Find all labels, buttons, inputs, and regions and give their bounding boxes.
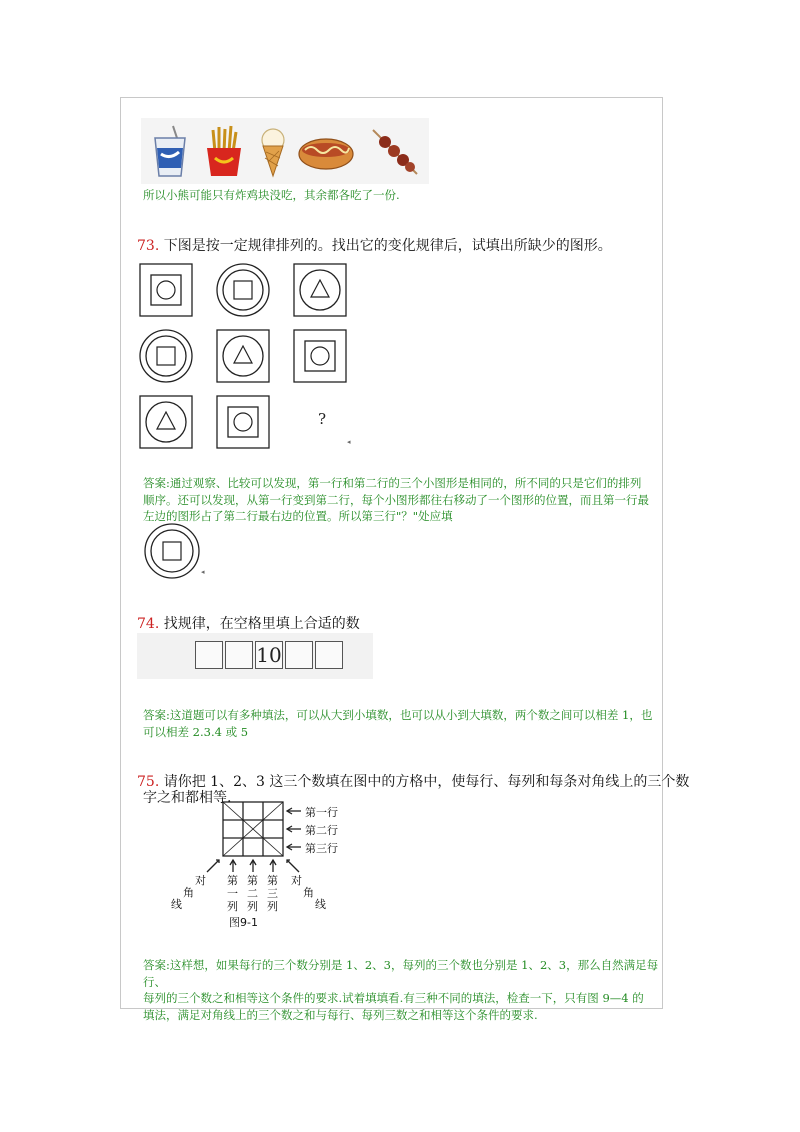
q73-answer xyxy=(143,475,663,525)
col-label-1: 第一列 xyxy=(227,874,238,913)
sequence-cell-empty xyxy=(225,641,253,669)
fries-icon xyxy=(201,124,245,180)
food-image-strip xyxy=(141,118,429,184)
q75-number: 75. xyxy=(137,774,160,790)
q75-answer-line: 每列的三个数之和相等这个条件的要求.试着填填看.有三种不同的填法，检查一下，只有图 9—4 的 xyxy=(143,991,644,1005)
paragraph-mark: ◂ xyxy=(347,438,351,446)
figure-square-circle-triangle xyxy=(138,394,194,450)
figure-circles-square xyxy=(215,262,271,318)
answer-figure-circles-square xyxy=(143,522,201,580)
q73-number: 73. xyxy=(137,238,160,254)
intro-conclusion: 所以小熊可能只有炸鸡块没吃，其余都各吃了一份. xyxy=(143,188,400,202)
sequence-cell-empty xyxy=(315,641,343,669)
row-label-1: 第一行 xyxy=(305,806,338,819)
sequence-cell-given: 10 xyxy=(256,643,282,667)
figure-circles-square xyxy=(138,328,194,384)
q74-answer-line: 可以相差 2.3.4 或 5 xyxy=(143,724,249,739)
q73-question: 下图是按一定规律排列的。找出它的变化规律后，试填出所缺少的图形。 xyxy=(163,238,612,254)
figure-square-square-circle xyxy=(138,262,194,318)
diag-label-right xyxy=(291,874,325,918)
q74-question-line xyxy=(137,613,360,633)
q73-question-line xyxy=(137,235,612,255)
figure-caption: 图9-1 xyxy=(229,916,258,929)
row-label-2: 第二行 xyxy=(305,824,338,837)
col-label-2: 第二列 xyxy=(247,874,258,913)
diag-right-char: 对 xyxy=(291,874,302,887)
diag-left-char: 线 xyxy=(171,898,182,911)
q75-answer-line: 填法，满足对角线上的三个数之和与每行、每列三数之和相等这个条件的要求. xyxy=(143,1007,538,1022)
q74-number: 74. xyxy=(137,616,160,632)
q74-answer xyxy=(143,707,663,740)
q74-answer-line: 答案:这道题可以有多种填法，可以从大到小填数，也可以从小到大填数，两个数之间可以相差 1，也 xyxy=(143,708,653,722)
q75-question-line2: 字之和都相等. xyxy=(143,790,232,806)
figure-square-square-circle xyxy=(292,328,348,384)
q74-question: 找规律，在空格里填上合适的数 xyxy=(163,616,360,632)
paragraph-mark: ◂ xyxy=(201,568,205,576)
diag-right-char: 线 xyxy=(315,898,326,911)
q73-answer-line: 答案:通过观察、比较可以发现，第一行和第二行的三个小图形是相同的，所不同的只是它们的排列 xyxy=(143,476,642,490)
missing-figure-mark: ? xyxy=(318,410,327,428)
sequence-cell-empty xyxy=(285,641,313,669)
cola-icon xyxy=(147,124,191,180)
q73-answer-line: 左边的图形占了第二行最右边的位置。所以第三行"？"处应填 xyxy=(143,509,453,523)
diag-right-char: 角 xyxy=(303,886,314,899)
sequence-cell-empty xyxy=(195,641,223,669)
skewer-icon xyxy=(369,124,421,180)
figure-square-square-circle xyxy=(215,394,271,450)
diag-left-char: 对 xyxy=(195,874,206,887)
figure-square-circle-triangle xyxy=(215,328,271,384)
number-sequence-image xyxy=(137,633,373,679)
diag-left-char: 角 xyxy=(183,886,194,899)
q75-answer xyxy=(143,957,663,1023)
hotdog-icon xyxy=(297,124,355,180)
icecream-icon xyxy=(255,124,291,180)
col-label-3: 第三列 xyxy=(267,874,278,913)
figure-square-circle-triangle xyxy=(292,262,348,318)
document-page xyxy=(120,97,690,1022)
q75-question: 请你把 1、2、3 这三个数填在图中的方格中，使每行、每列和每条对角线上的三个数 xyxy=(163,774,690,790)
diag-label-left xyxy=(171,874,205,918)
row-label-3: 第三行 xyxy=(305,842,338,855)
q73-answer-line: 顺序。还可以发现，从第一行变到第二行，每个小图形都往右移动了一个图形的位置，而且第一行最 xyxy=(143,492,649,507)
q75-answer-line: 答案:这样想，如果每行的三个数分别是 1、2、3，每列的三个数也分别是 1、2、3，那么自然满足每行、 xyxy=(143,958,659,989)
